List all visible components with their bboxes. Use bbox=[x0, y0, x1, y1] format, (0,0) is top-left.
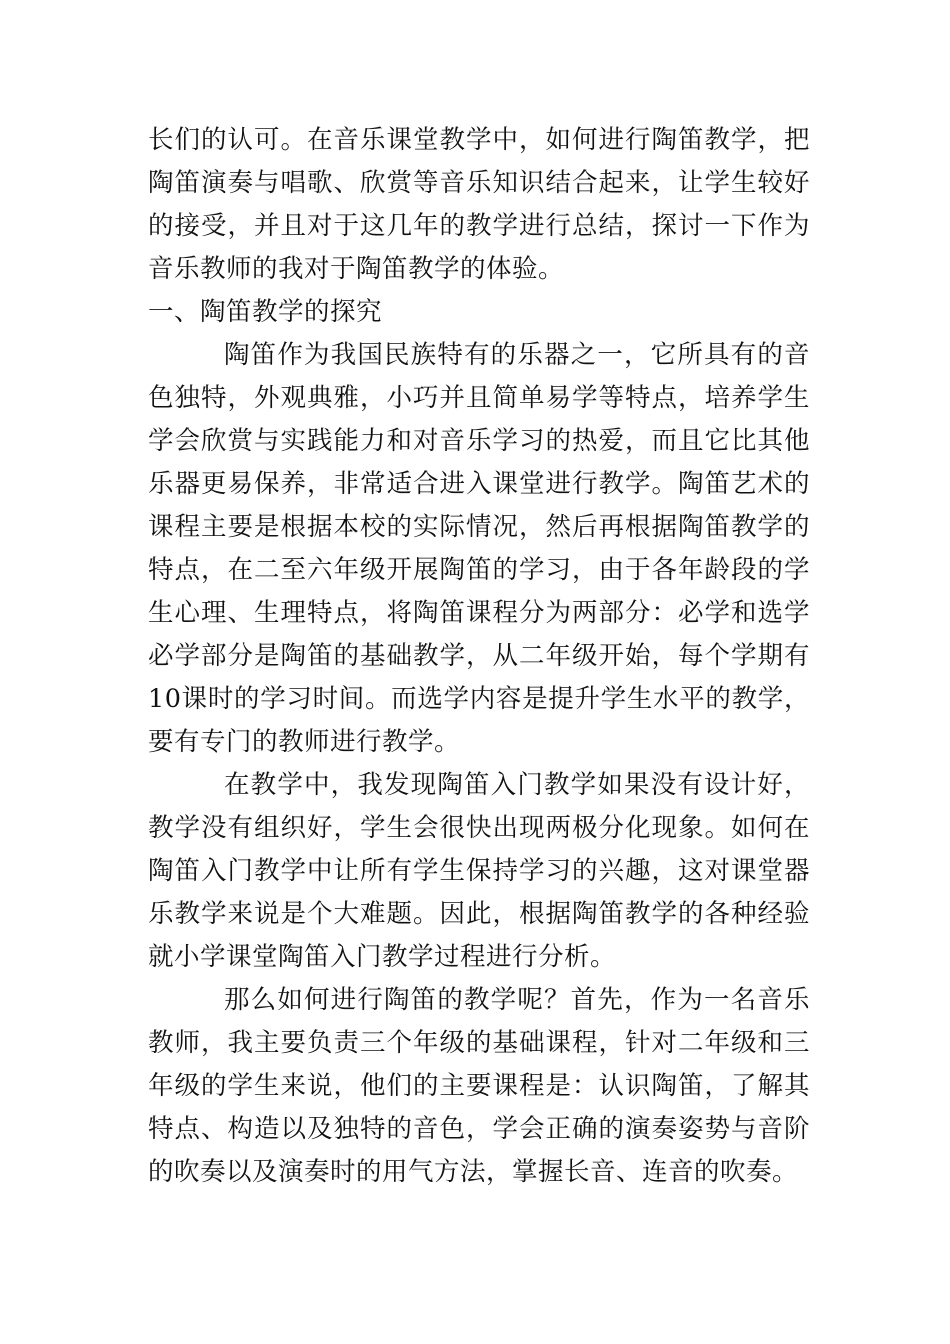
paragraph-body: 陶笛作为我国民族特有的乐器之一，它所具有的音色独特，外观典雅，小巧并且简单易学等特点，培养学生学会欣赏与实践能力和对音乐学习的热爱，而且它比其他乐器更易保养，非常适合进入课堂进行教学。陶笛艺术的课程主要是根据本校的实际情况，然后再根据陶笛教学的特点，在二至六年级开展陶笛的学习，由于各年龄段的学生心理、生理特点，将陶笛课程分为两部分：必学和选学必学部分是陶笛的基础教学，从二年级开始，每个学期有10课时的学习时间。而选学内容是提升学生水平的教学，要有专门的教师进行教学。 bbox=[148, 340, 810, 757]
paragraph-body: 在教学中，我发现陶笛入门教学如果没有设计好，教学没有组织好，学生会很快出现两极分化现象。如何在陶笛入门教学中让所有学生保持学习的兴趣，这对课堂器乐教学来说是个大难题。因此，根据陶笛教学的各种经验就小学课堂陶笛入门教学过程进行分析。 bbox=[148, 770, 810, 972]
paragraph-body: 那么如何进行陶笛的教学呢？首先，作为一名音乐教师，我主要负责三个年级的基础课程，针对二年级和三年级的学生来说，他们的主要课程是：认识陶笛，了解其特点、构造以及独特的音色，学会正确的演奏姿势与音阶的吹奏以及演奏时的用气方法，掌握长音、连音的吹奏。 bbox=[148, 985, 810, 1187]
document-body bbox=[148, 119, 810, 1194]
section-heading: 一、陶笛教学的探究 bbox=[148, 297, 383, 327]
paragraph-continuation: 长们的认可。在音乐课堂教学中，如何进行陶笛教学，把陶笛演奏与唱歌、欣赏等音乐知识结合起来，让学生较好的接受，并且对于这几年的教学进行总结，探讨一下作为音乐教师的我对于陶笛教学的体验。 bbox=[148, 125, 810, 284]
